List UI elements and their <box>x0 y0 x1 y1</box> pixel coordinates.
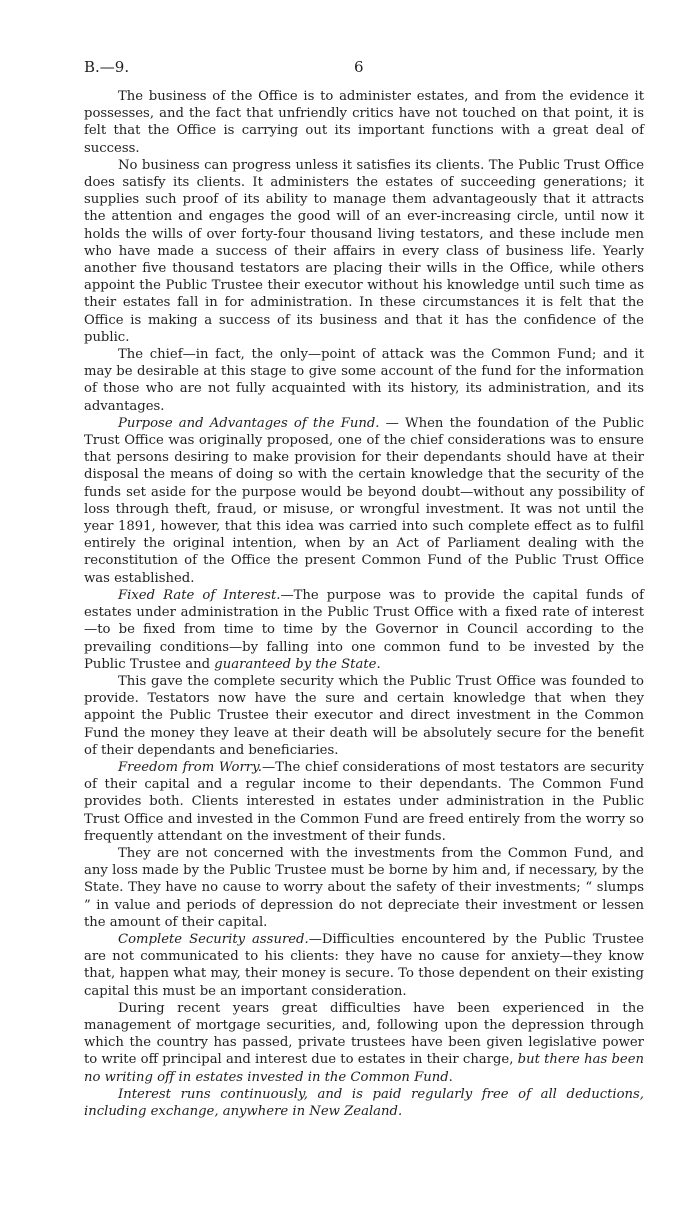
paragraph-text: The chief—in fact, the only—point of attack was the Common Fund; and it may be desirable at this stage to give some account of the fund for the information of those who are not fully acquainted with its history, its administration, and its advantages. <box>84 347 644 414</box>
paragraph-8 <box>84 845 644 931</box>
section-heading: Fixed Rate of Interest. <box>118 587 281 603</box>
document-page <box>0 58 700 1215</box>
paragraph-text: No business can progress unless it satisfies its clients. The Public Trust Office does satisfy its clients. It administers the estates of succeeding generations; it supplies such proof of its ability to manage them advantageously that it attracts the attention and engages the good will of an ever-increasing circle, until now it holds the wills of over forty-four thousand living testators, and these include men who have made a success of their affairs in every class of business life. Yearly another five thousand testators are placing their wills in the Office, while others appoint the Public Trustee their executor without his knowledge until such time as their estates fall in for administration. In these circumstances it is felt that the Office is making a success of its business and that it has the confidence of the public. <box>84 157 644 345</box>
paragraph-text: The business of the Office is to administer estates, and from the evidence it possesses, and the fact that unfriendly critics have not touched on that point, it is felt that the Office is carrying out its important functions with a great deal of success. <box>84 89 644 156</box>
paragraph-freedom <box>84 759 644 845</box>
paragraph-complete-security <box>84 931 644 1000</box>
paragraph-text: During recent years great difficulties have been experienced in the management of mortgage securities, and, following upon the depression through which the country has passed, private trustees have been given legislative power to write off principal and interest due to estates in their charge, <box>84 1000 644 1068</box>
paragraph-2 <box>84 157 644 346</box>
paragraph-6 <box>84 673 644 759</box>
paragraph-text: —The purpose was to provide the capital funds of estates under administration in the Public Trust Office with a fixed rate of interest—to be fixed from time to time by the Governor in Council according to the prevailing conditions—by falling into one common fund to be invested by the Public Trustee and <box>84 587 644 672</box>
paragraph-tail: . <box>376 656 381 672</box>
emphasis-text: but there has been no writing off in estates invested in the Common Fund <box>84 1052 644 1085</box>
document-body <box>84 88 644 1120</box>
paragraph-1 <box>84 88 644 157</box>
paragraph-text: They are not concerned with the investments from the Common Fund, and any loss made by the Public Trustee must be borne by him and, if necessary, by the State. They have no cause to worry about the safety of their investments; “ slumps ” in value and periods of depression do not depreciate their investment or lessen the amount of their capital. <box>84 845 644 930</box>
paragraph-3 <box>84 346 644 415</box>
paragraph-text: —Difficulties encountered by the Public Trustee are not communicated to his clients: they have no cause for anxiety—they know that, happen what may, their money is secure. To those dependent on their existing capital this must be an important consideration. <box>84 931 644 999</box>
emphasis-text: Interest runs continuously, and is paid regularly free of all deductions, including exchange, anywhere in New Zealand. <box>84 1086 644 1119</box>
section-heading: Complete Security assured. <box>118 931 309 947</box>
emphasis-text: guaranteed by the State <box>214 656 377 672</box>
document-reference: B.—9. <box>84 58 130 76</box>
paragraph-interest <box>84 1086 644 1120</box>
paragraph-text: —The chief considerations of most testators are security of their capital and a regular income to their dependants. The Common Fund provides both. Clients interested in estates under administration in the Public Trust Office and invested in the Common Fund are freed entirely from the worry so frequently attendant on the investment of their funds. <box>84 759 644 844</box>
section-heading: Purpose and Advantages of the Fund. <box>118 415 380 431</box>
paragraph-10 <box>84 1000 644 1086</box>
section-heading: Freedom from Worry. <box>118 759 262 775</box>
paragraph-text: — When the foundation of the Public Trust Office was originally proposed, one of the chief considerations was to ensure that persons desiring to make provision for their dependants should have at their disposal the means of doing so with the certain knowledge that the security of the funds set aside for the purpose would be beyond doubt—without any possibility of loss through theft, fraud, or misuse, or wrongful investment. It was not until the year 1891, however, that this idea was carried into such complete effect as to fulfil entirely the original intention, when by an Act of Parliament dealing with the reconstitution of the Office the present Common Fund of the Public Trust Office was established. <box>84 415 645 586</box>
page-header <box>84 58 644 82</box>
paragraph-fixed-rate <box>84 587 644 673</box>
paragraph-text: This gave the complete security which the Public Trust Office was founded to provide. Testators now have the sure and certain knowledge that when they appoint the Public Trustee their executor and direct investment in the Common Fund the money they leave at their death will be absolutely secure for the benefit of their dependants and beneficiaries. <box>84 673 644 758</box>
paragraph-purpose <box>84 415 644 587</box>
paragraph-tail: . <box>448 1069 453 1085</box>
page-number: 6 <box>354 58 364 76</box>
